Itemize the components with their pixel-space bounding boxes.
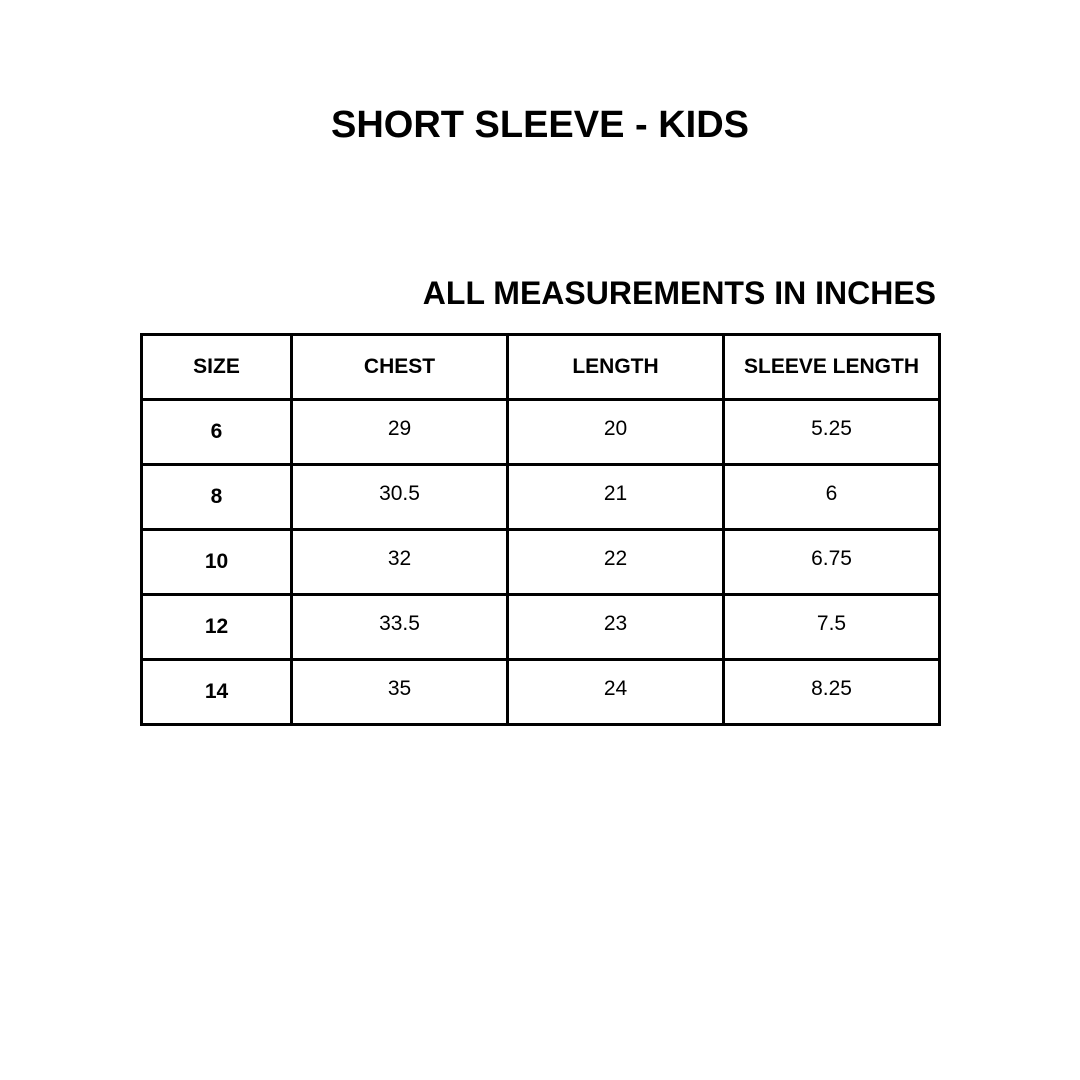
chest-value: 29 xyxy=(292,400,508,465)
header-size: SIZE xyxy=(142,335,292,400)
size-chart-table xyxy=(140,333,941,726)
size-value: 6 xyxy=(142,400,292,465)
length-value: 22 xyxy=(508,530,724,595)
length-value: 20 xyxy=(508,400,724,465)
table-row xyxy=(142,465,940,530)
chest-value: 33.5 xyxy=(292,595,508,660)
sleeve-length-value: 8.25 xyxy=(724,660,940,725)
length-value: 23 xyxy=(508,595,724,660)
header-length: LENGTH xyxy=(508,335,724,400)
sleeve-length-value: 6.75 xyxy=(724,530,940,595)
table-row xyxy=(142,400,940,465)
size-value: 12 xyxy=(142,595,292,660)
header-chest: CHEST xyxy=(292,335,508,400)
length-value: 24 xyxy=(508,660,724,725)
chest-value: 30.5 xyxy=(292,465,508,530)
length-value: 21 xyxy=(508,465,724,530)
table-header-row xyxy=(142,335,940,400)
sleeve-length-value: 6 xyxy=(724,465,940,530)
table-row xyxy=(142,530,940,595)
chest-value: 32 xyxy=(292,530,508,595)
size-value: 8 xyxy=(142,465,292,530)
page-title: SHORT SLEEVE - KIDS xyxy=(330,104,750,146)
size-value: 10 xyxy=(142,530,292,595)
size-value: 14 xyxy=(142,660,292,725)
sleeve-length-value: 5.25 xyxy=(724,400,940,465)
sleeve-length-value: 7.5 xyxy=(724,595,940,660)
table-row xyxy=(142,660,940,725)
measurement-unit-note: ALL MEASUREMENTS IN INCHES xyxy=(422,275,936,311)
chest-value: 35 xyxy=(292,660,508,725)
header-sleeve-length: SLEEVE LENGTH xyxy=(724,335,940,400)
table-row xyxy=(142,595,940,660)
